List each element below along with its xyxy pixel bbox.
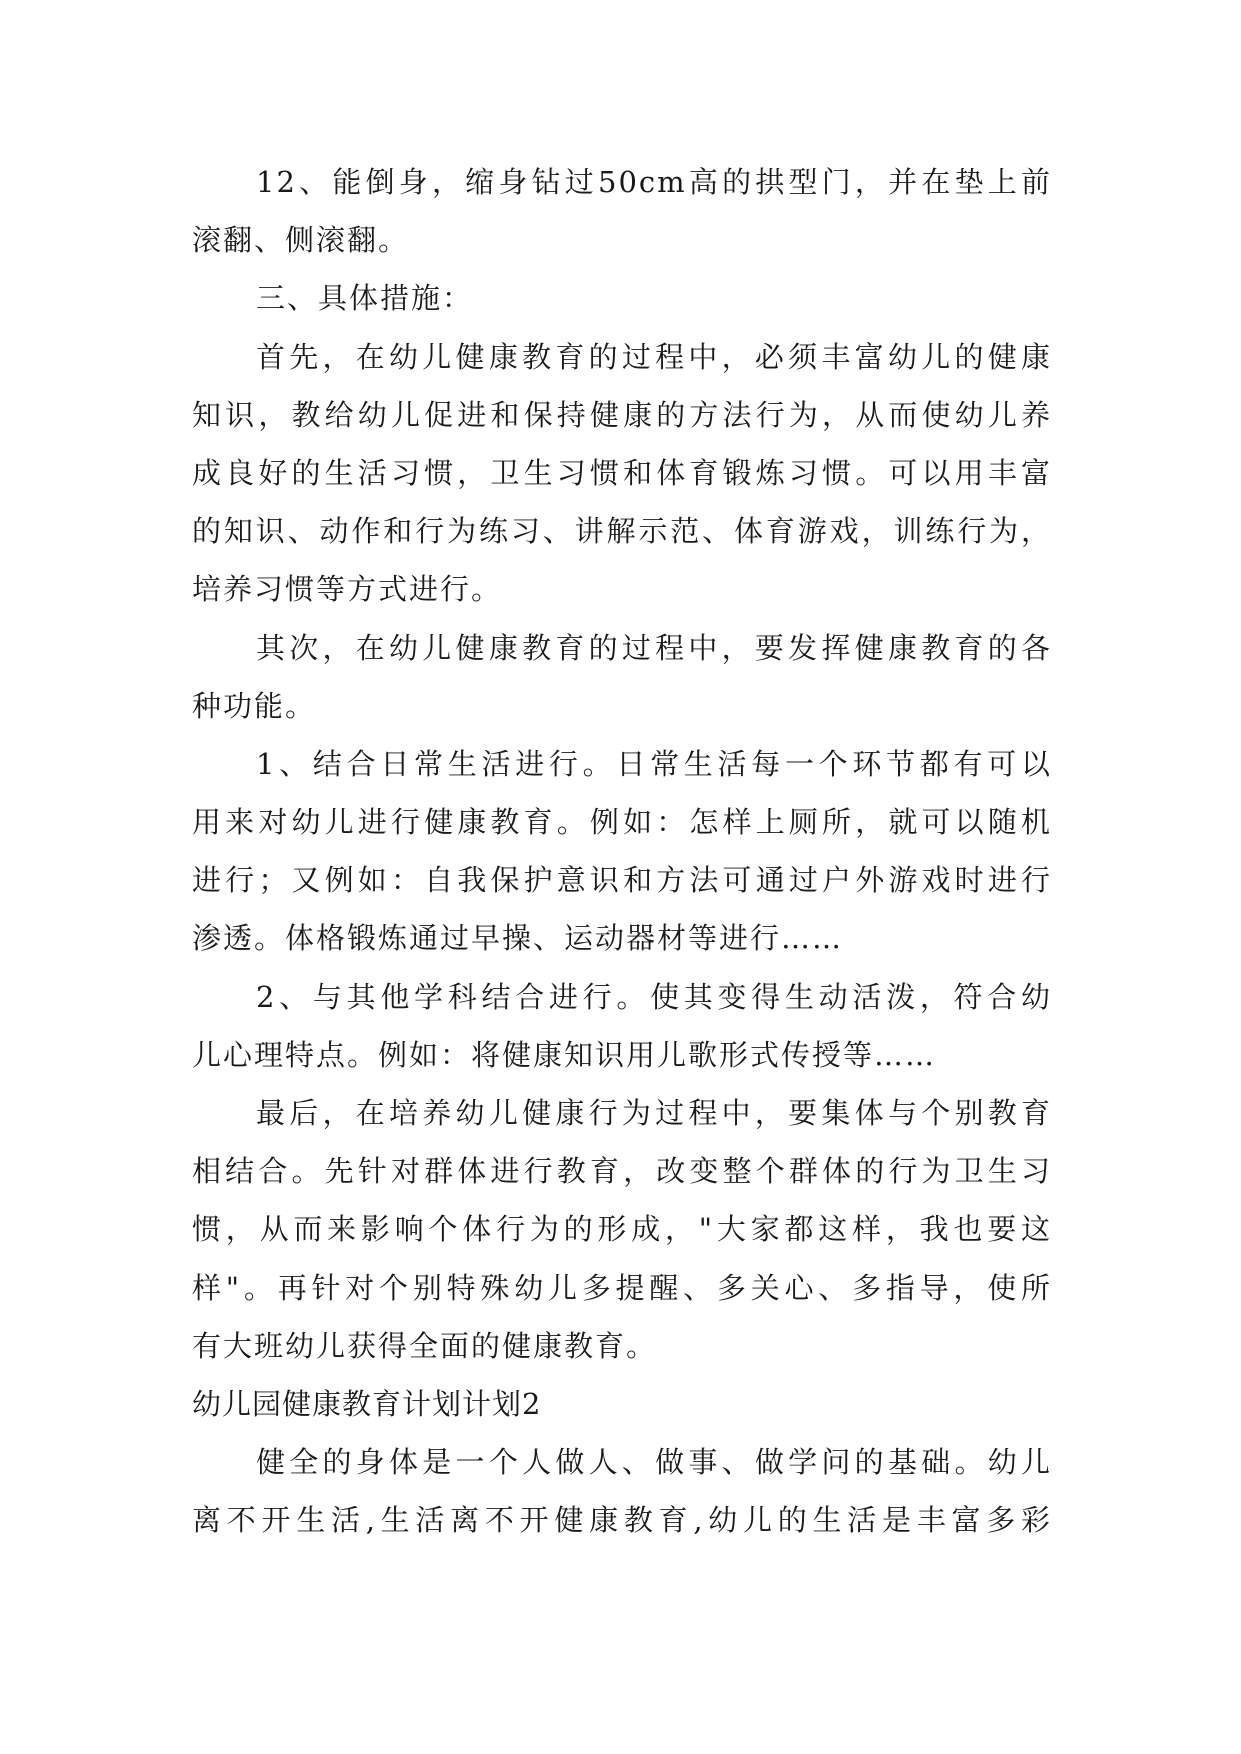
text-line: 渗透。体格锻炼通过早操、运动器材等进行…… (192, 921, 844, 956)
text-line: 种功能。 (192, 688, 317, 723)
text-line: 滚翻、侧滚翻。 (192, 223, 410, 258)
text-line: 培养习惯等方式进行。 (192, 572, 503, 607)
text-line: 样"。再针对个别特殊幼儿多提醒、多关心、多指导，使所 (192, 1270, 1052, 1305)
text-line: 离不开生活,生活离不开健康教育,幼儿的生活是丰富多彩 (192, 1503, 1052, 1538)
text-line: 1、结合日常生活进行。日常生活每一个环节都有可以 (256, 746, 1052, 781)
text-line: 儿心理特点。例如：将健康知识用儿歌形式传授等…… (192, 1037, 937, 1072)
text-line: 知识，教给幼儿促进和保持健康的方法行为，从而使幼儿养 (192, 397, 1052, 432)
document-page (192, 153, 1052, 1550)
text-line: 的知识、动作和行为练习、讲解示范、体育游戏，训练行为， (192, 514, 1052, 549)
section-heading: 三、具体措施： (256, 281, 474, 316)
text-line: 首先，在幼儿健康教育的过程中，必须丰富幼儿的健康 (256, 339, 1052, 374)
text-line: 用来对幼儿进行健康教育。例如：怎样上厕所，就可以随机 (192, 805, 1052, 840)
text-line: 惯，从而来影响个体行为的形成，"大家都这样，我也要这 (192, 1212, 1052, 1247)
text-line: 其次，在幼儿健康教育的过程中，要发挥健康教育的各 (256, 630, 1052, 665)
article-title: 幼儿园健康教育计划计划2 (192, 1386, 542, 1421)
text-line: 进行；又例如：自我保护意识和方法可通过户外游戏时进行 (192, 863, 1052, 898)
text-line: 有大班幼儿获得全面的健康教育。 (192, 1328, 658, 1363)
text-line: 成良好的生活习惯，卫生习惯和体育锻炼习惯。可以用丰富 (192, 455, 1052, 490)
text-line: 最后，在培养幼儿健康行为过程中，要集体与个别教育 (256, 1096, 1052, 1130)
text-line: 健全的身体是一个人做人、做事、做学问的基础。幼儿 (256, 1445, 1052, 1480)
text-line: 2、与其他学科结合进行。使其变得生动活泼，符合幼 (256, 979, 1052, 1014)
text-line: 12、能倒身，缩身钻过50cm高的拱型门，并在垫上前 (256, 165, 1052, 199)
text-line: 相结合。先针对群体进行教育，改变整个群体的行为卫生习 (192, 1154, 1052, 1189)
